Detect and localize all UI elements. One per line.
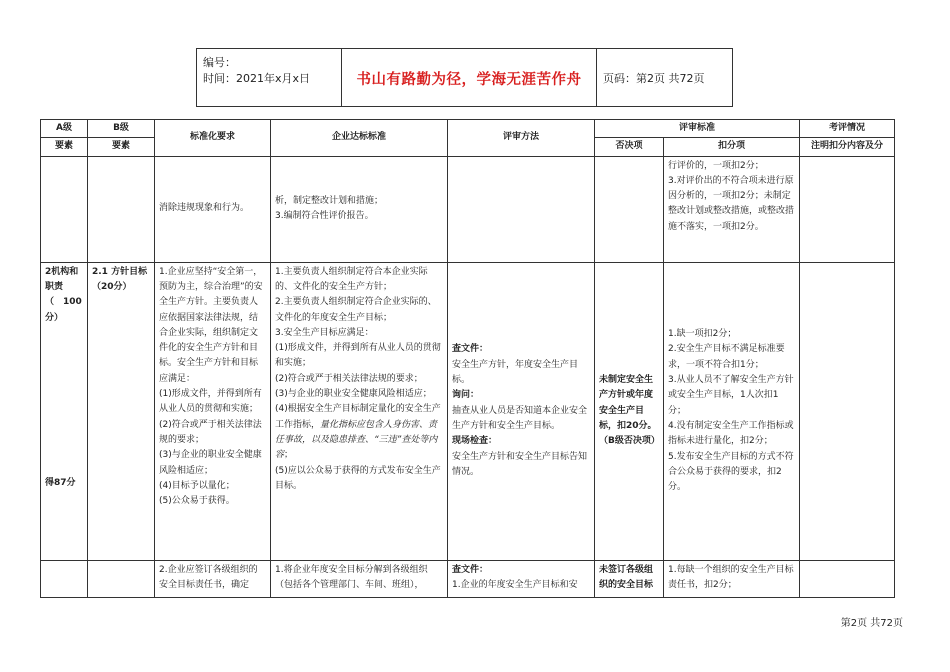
- col-ent-header: 企业达标标准: [271, 120, 448, 157]
- std-cell: 1.企业应坚持“安全第一，预防为主，综合治理”的安全生产方针。主要负责人应依据国家法律法规，结合企业实际，组织制定文件化的安全生产方针和目标。安全生产方针和目标应满足： (1)形成文件，并得到所有从业人员的贯彻和实施； (2)符合或严于相关法律法规的要求； (3)与企业的职业安全健康风险相适应； (4)目标予以量化； (5)公众易于获得。: [155, 262, 271, 560]
- document-header: [196, 48, 733, 107]
- header-page-cell: [597, 49, 734, 106]
- col-b-header: B级: [88, 120, 155, 138]
- col-veto-header: 否决项: [595, 138, 664, 156]
- deduct-cell: 1.缺一项扣2分； 2.安全生产目标不满足标准要求，一项不符合扣1分； 3.从业人员不了解安全生产方针或安全生产目标，1人次扣1分； 4.没有制定安全生产工作指标或指标未进行量化，扣2分； 5.发布安全生产目标的方式不符合公众易于获得的要求，扣2分。: [664, 262, 800, 560]
- page-footer: 第2页 共72页: [840, 618, 903, 629]
- table-row: [41, 262, 895, 560]
- col-method-header: 评审方法: [448, 120, 595, 157]
- method-cell: 查文件： 1.企业的年度安全生产目标和安: [448, 560, 595, 597]
- header-motto-cell: [342, 49, 597, 106]
- ent-cell: 1.将企业年度安全目标分解到各级组织（包括各个管理部门、车间、班组），: [271, 560, 448, 597]
- veto-cell: 未签订各级组织的安全目标: [595, 560, 664, 597]
- number-label: 编号：: [203, 56, 236, 69]
- col-a-header: A级: [41, 120, 88, 138]
- header-meta-cell: [197, 49, 342, 106]
- method-cell: 查文件： 安全生产方针，年度安全生产目标。 询问： 抽查从业人员是否知道本企业安全生产方针和安全生产目标。 现场检查： 安全生产方针和安全生产目标告知情况。: [448, 262, 595, 560]
- a-level-cell: 2机构和职责 （ 100分） 得87分: [41, 262, 88, 560]
- col-std-header: 标准化要求: [155, 120, 271, 157]
- col-assess-header: 考评情况: [800, 120, 895, 138]
- std-cell: 2.企业应签订各级组织的安全目标责任书，确定: [155, 560, 271, 597]
- ent-cell: 1.主要负责人组织制定符合本企业实际的、文件化的安全生产方针； 2.主要负责人组织制定符合企业实际的、文件化的年度安全生产目标； 3.安全生产目标应满足： (1)形成文件，并得到所有从业人员的贯彻和实施； (2)符合或严于相关法律法规的要求； (3)与企业的职业安全健康风险相适应； (4)根据安全生产目标制定量化的安全生产工作指标，量化指标应包含人身伤害、责任事故，以及隐患排查、“三违”查处等内容； (5)应以公众易于获得的方式发布安全生产目标。: [271, 262, 448, 560]
- deduct-cell: 行评价的，一项扣2分； 3.对评价出的不符合项未进行原因分析的，一项扣2分；未制定整改计划或整改措施，或整改措施不落实，一项扣2分。: [664, 156, 800, 262]
- ent-cell: 析，制定整改计划和措施； 3.编制符合性评价报告。: [271, 156, 448, 262]
- table-row: [41, 560, 895, 597]
- table-row: [41, 156, 895, 262]
- deduct-cell: 1.每缺一个组织的安全生产目标责任书，扣2分；: [664, 560, 800, 597]
- col-a-header-2: 要素: [41, 138, 88, 156]
- motto-text: 书山有路勤为径，学海无涯苦作舟: [356, 72, 582, 88]
- col-b-header-2: 要素: [88, 138, 155, 156]
- page-label: 页码：第2页 共72页: [603, 72, 705, 85]
- veto-cell: 未制定安全生产方针或年度安全生产目标，扣20分。（B级否决项）: [595, 262, 664, 560]
- col-assess-header-2: 注明扣分内容及分: [800, 138, 895, 156]
- std-cell: 消除违规现象和行为。: [155, 156, 271, 262]
- col-criteria-header: 评审标准: [595, 120, 800, 138]
- b-level-cell: 2.1 方针目标 （20分）: [88, 262, 155, 560]
- standards-table: [40, 119, 894, 598]
- col-deduct-header: 扣分项: [664, 138, 800, 156]
- time-label: 时间：2021年x月x日: [203, 72, 311, 85]
